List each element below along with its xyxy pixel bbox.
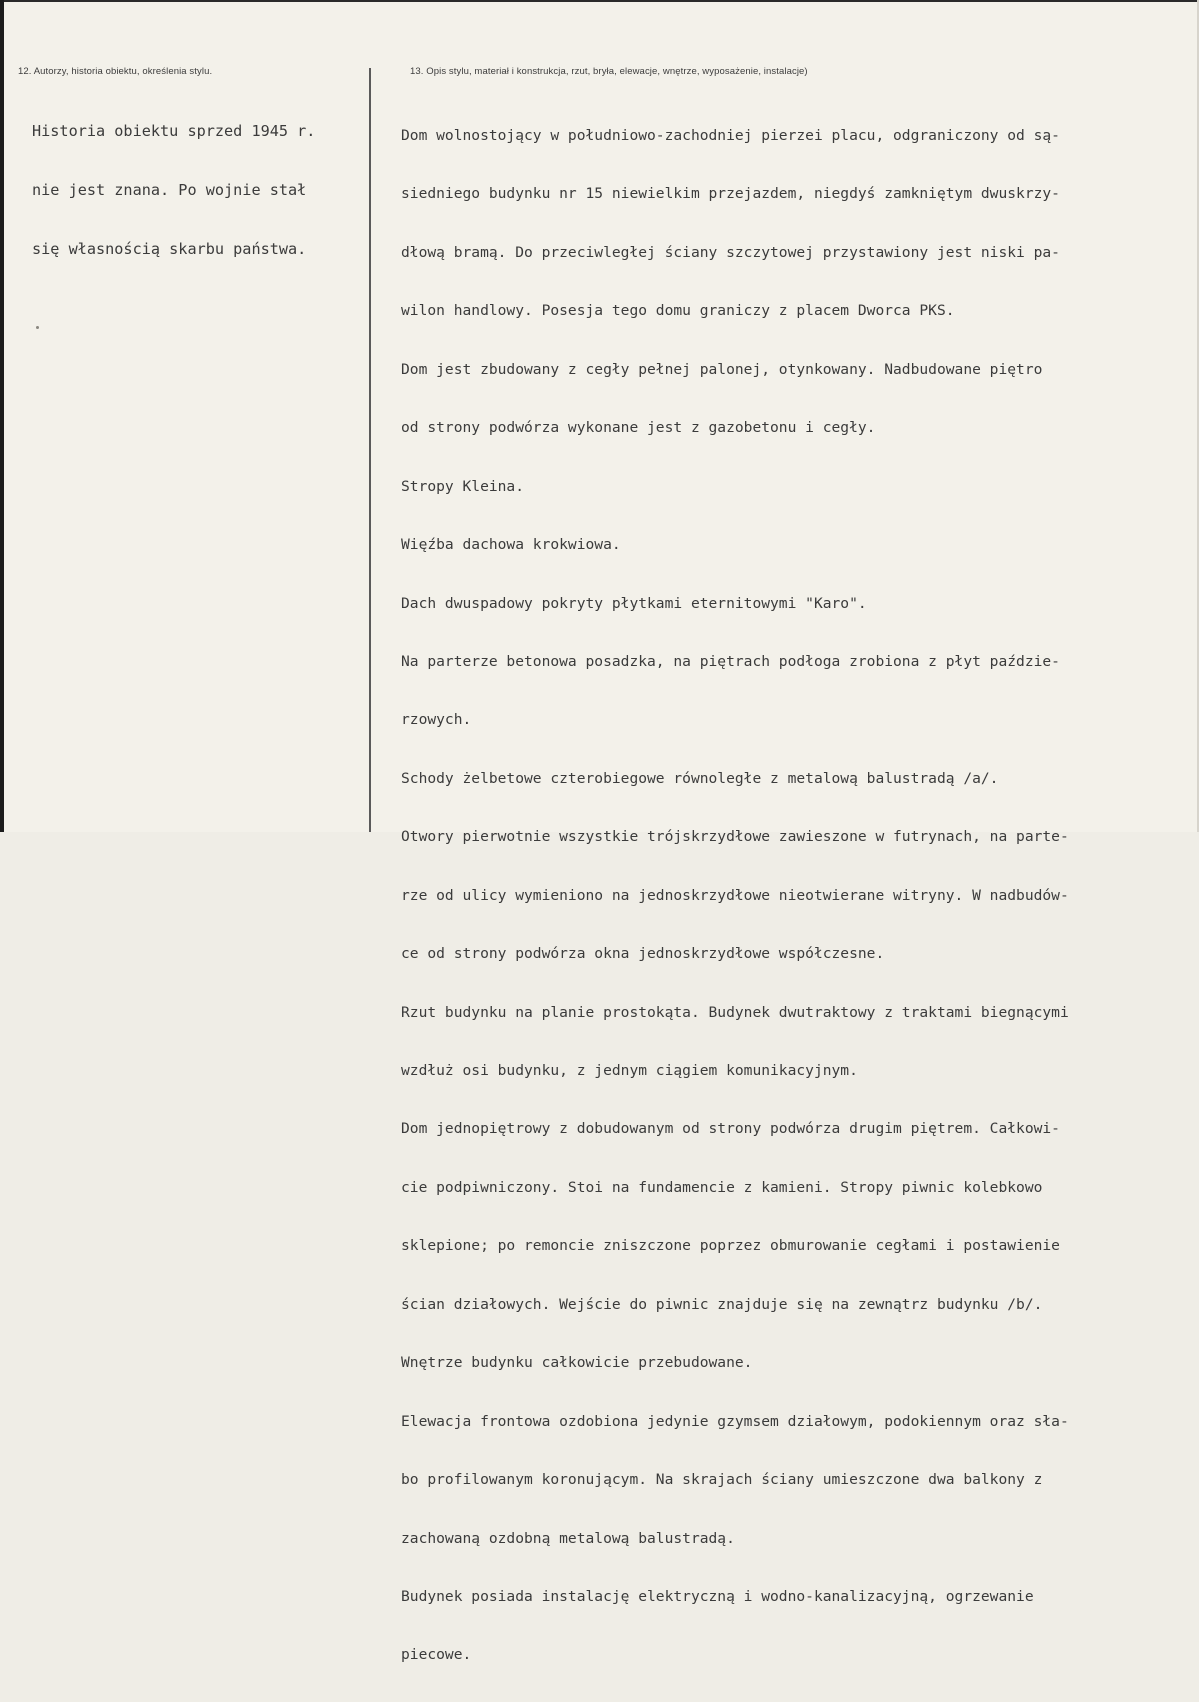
description-line: Na parterze betonowa posadzka, na piętrach podłoga zrobiona z płyt paździe- xyxy=(401,652,1060,670)
description-line: Otwory pierwotnie wszystkie trójskrzydłowe zawieszone w futrynach, na parte- xyxy=(401,828,1069,846)
description-line: cie podpiwniczony. Stoi na fundamencie z kamieni. Stropy piwnic kolebkowo xyxy=(401,1178,1043,1196)
description-line: rzowych. xyxy=(401,711,472,729)
card-left-edge xyxy=(0,0,4,832)
field-12-label: 12. Autorzy, historia obiektu, określenia stylu. xyxy=(18,66,213,77)
description-line: Dom wolnostojący w południowo-zachodniej pierzei placu, odgraniczony od są- xyxy=(401,127,1060,144)
description-line: Wnętrze budynku całkowicie przebudowane. xyxy=(401,1354,753,1372)
description-line: ce od strony podwórza okna jednoskrzydłowe współczesne. xyxy=(401,945,885,963)
description-line: zachowaną ozdobną metalową balustradą. xyxy=(401,1529,735,1547)
description-line: piecowe. xyxy=(401,1646,472,1664)
history-line: się własnością skarbu państwa. xyxy=(32,240,307,258)
description-line: Dom jednopiętrowy z dobudowanym od strony podwórza drugim piętrem. Całkowi- xyxy=(401,1120,1060,1138)
description-line: wzdłuż osi budynku, z jednym ciągiem komunikacyjnym. xyxy=(401,1062,858,1079)
description-line: Dach dwuspadowy pokryty płytkami eternitowymi "Karo". xyxy=(401,594,867,612)
description-line: Dom jest zbudowany z cegły pełnej palonej, otynkowany. Nadbudowane piętro xyxy=(401,360,1043,378)
description-line: Więźba dachowa krokwiowa. xyxy=(401,536,621,554)
card-top-edge xyxy=(0,0,1199,2)
description-line: Elewacja frontowa ozdobiona jedynie gzymsem działowym, podokiennym oraz sła- xyxy=(401,1412,1069,1430)
history-line: nie jest znana. Po wojnie stał xyxy=(32,181,307,199)
description-line: od strony podwórza wykonane jest z gazobetonu i cegły. xyxy=(401,419,876,437)
column-divider xyxy=(369,68,371,832)
description-line: Rzut budynku na planie prostokąta. Budynek dwutraktowy z traktami biegnącymi xyxy=(401,1003,1069,1021)
field-13-label: 13. Opis stylu, materiał i konstrukcja, rzut, bryła, elewacje, wnętrze, wyposażenie, instalacje) xyxy=(410,66,808,77)
description-line: rze od ulicy wymieniono na jednoskrzydłowe nieotwierane witryny. W nadbudów- xyxy=(401,886,1069,904)
description-line: siedniego budynku nr 15 niewielkim przejazdem, niegdyś zamkniętym dwuskrzy- xyxy=(401,185,1060,203)
description-text xyxy=(401,90,1069,1702)
description-line: dłową bramą. Do przeciwległej ściany szczytowej przystawiony jest niski pa- xyxy=(401,243,1060,261)
description-line: wilon handlowy. Posesja tego domu graniczy z placem Dworca PKS. xyxy=(401,302,955,320)
description-line: Stropy Kleina. xyxy=(401,477,525,495)
description-line: bo profilowanym koronującym. Na skrajach ściany umieszczone dwa balkony z xyxy=(401,1471,1043,1489)
history-line: Historia obiektu sprzed 1945 r. xyxy=(32,122,316,140)
description-line: Budynek posiada instalację elektryczną i wodno-kanalizacyjną, ogrzewanie xyxy=(401,1587,1034,1605)
description-line: sklepione; po remoncie zniszczone poprzez obmurowanie cegłami i postawienie xyxy=(401,1237,1060,1255)
history-text xyxy=(32,84,315,297)
paper-speck xyxy=(36,326,39,329)
description-line: Schody żelbetowe czterobiegowe równoległe z metalową balustradą /a/. xyxy=(401,769,999,787)
description-line: ścian działowych. Wejście do piwnic znajduje się na zewnątrz budynku /b/. xyxy=(401,1295,1043,1313)
